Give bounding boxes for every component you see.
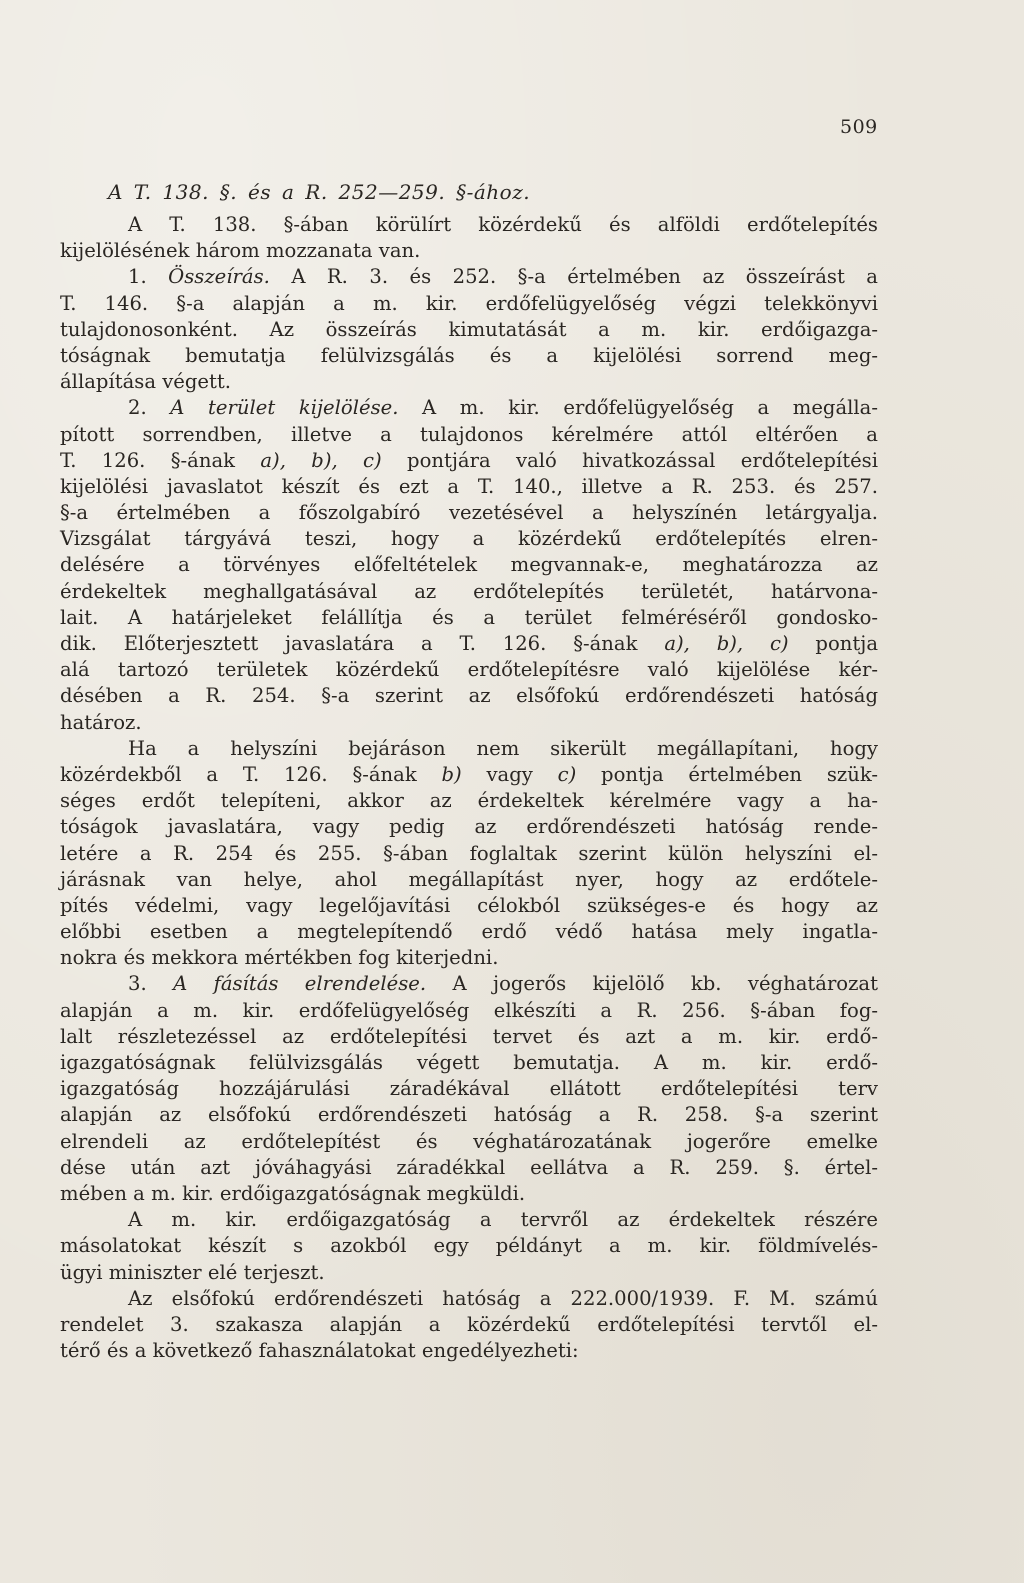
text-segment: térő és a következő fahasználatokat engedélyezheti: bbox=[60, 1339, 579, 1363]
text-line bbox=[60, 736, 878, 762]
text-line bbox=[60, 814, 878, 840]
text-segment: állapítása végett. bbox=[60, 370, 232, 394]
text-segment: közérdekből a T. 126. §-ának bbox=[60, 762, 442, 786]
text-segment: mében a m. kir. erdőigazgatóságnak megküldi. bbox=[60, 1181, 526, 1205]
text-segment: T. 126. §-ának bbox=[60, 448, 261, 472]
text-segment: nokra és mekkora mértékben fog kiterjedni. bbox=[60, 946, 499, 970]
italic-text-segment: a), b), c) bbox=[664, 632, 789, 655]
text-segment: tóságnak bemutatja felülvizsgálás és a kijelölési sorrend meg- bbox=[60, 343, 878, 367]
text-line bbox=[60, 1076, 878, 1102]
text-line bbox=[60, 1102, 878, 1128]
text-line bbox=[60, 867, 878, 893]
text-segment: járásnak van helye, ahol megállapítást nyer, hogy az erdőtele- bbox=[60, 867, 878, 891]
text-line bbox=[60, 264, 878, 290]
text-line bbox=[60, 919, 878, 945]
text-segment: letére a R. 254 és 255. §-ában foglaltak szerint külön helyszíni el- bbox=[60, 841, 878, 865]
text-segment: désében a R. 254. §-a szerint az elsőfokú erdőrendészeti hatóság bbox=[60, 684, 878, 708]
text-segment: A m. kir. erdőigazgatóság a tervről az érdekeltek részére bbox=[128, 1208, 878, 1232]
text-line bbox=[60, 657, 878, 683]
text-line bbox=[60, 1024, 878, 1050]
text-segment: delésére a törvényes előfeltételek megvannak-e, meghatározza az bbox=[60, 553, 878, 577]
text-segment: 3. bbox=[128, 972, 174, 996]
text-line bbox=[60, 1050, 878, 1076]
text-segment: pontja értelmében szük- bbox=[576, 762, 878, 786]
text-line bbox=[60, 631, 878, 657]
text-segment: alapján az elsőfokú erdőrendészeti hatóság a R. 258. §-a szerint bbox=[60, 1103, 878, 1127]
text-line bbox=[60, 579, 878, 605]
text-segment: tóságok javaslatára, vagy pedig az erdőrendészeti hatóság rende- bbox=[60, 815, 878, 839]
text-segment: séges erdőt telepíteni, akkor az érdekeltek kérelmére vagy a ha- bbox=[60, 789, 878, 813]
text-segment: másolatokat készít s azokból egy példányt a m. kir. földmívelés- bbox=[60, 1234, 878, 1258]
text-line bbox=[60, 212, 878, 238]
text-segment: alá tartozó területek közérdekű erdőtelepítésre való kijelölése kér- bbox=[60, 658, 878, 682]
text-line bbox=[60, 683, 878, 709]
text-segment: tulajdonosonként. Az összeírás kimutatását a m. kir. erdőigazga- bbox=[60, 317, 878, 341]
text-line bbox=[60, 552, 878, 578]
text-line bbox=[60, 1155, 878, 1181]
text-line bbox=[60, 893, 878, 919]
text-line bbox=[60, 1233, 878, 1259]
text-line bbox=[60, 448, 878, 474]
text-segment: pítés védelmi, vagy legelőjavítási célokból szükséges-e és hogy az bbox=[60, 893, 878, 917]
text-line bbox=[60, 605, 878, 631]
text-line bbox=[60, 291, 878, 317]
italic-text-segment: A fásítás elrendelése. bbox=[173, 972, 427, 996]
text-line bbox=[60, 945, 878, 971]
text-segment: pított sorrendben, illetve a tulajdonos kérelmére attól eltérően a bbox=[60, 422, 878, 446]
text-segment: határoz. bbox=[60, 710, 142, 734]
text-line bbox=[60, 317, 878, 343]
text-segment: elrendeli az erdőtelepítést és véghatározatának jogerőre emelke bbox=[60, 1129, 878, 1153]
text-line bbox=[60, 1181, 878, 1207]
text-line bbox=[60, 762, 878, 788]
text-segment: érdekeltek meghallgatásával az erdőtelepítés területét, határvona- bbox=[60, 579, 878, 603]
italic-text-segment: b) bbox=[441, 762, 462, 786]
text-segment: igazgatóság hozzájárulási záradékával ellátott erdőtelepítési terv bbox=[60, 1077, 878, 1101]
text-line bbox=[60, 1129, 878, 1155]
italic-text-segment: a), b), c) bbox=[260, 448, 382, 472]
text-segment: dik. Előterjesztett javaslatára a T. 126. §-ának bbox=[60, 632, 665, 655]
italic-text-segment: A terület kijelölése. bbox=[170, 396, 399, 420]
text-line bbox=[60, 369, 878, 395]
text-segment: dése után azt jóváhagyási záradékkal eellátva a R. 259. §. értel- bbox=[60, 1155, 878, 1179]
page-number: 509 bbox=[840, 116, 878, 138]
text-line bbox=[60, 474, 878, 500]
text-line bbox=[60, 500, 878, 526]
italic-text-segment: Összeírás. bbox=[168, 265, 270, 289]
text-segment: A m. kir. erdőfelügyelőség a megálla- bbox=[398, 396, 878, 420]
text-segment: kijelölésének három mozzanata van. bbox=[60, 239, 421, 263]
text-segment: A T. 138. §-ában körülírt közérdekű és alföldi erdőtelepítés bbox=[128, 213, 878, 236]
text-segment: Ha a helyszíni bejáráson nem sikerült megállapítani, hogy bbox=[128, 736, 878, 760]
text-line bbox=[60, 1312, 878, 1338]
text-segment: Az elsőfokú erdőrendészeti hatóság a 222.000/1939. F. M. számú bbox=[128, 1286, 878, 1310]
text-segment: T. 146. §-a alapján a m. kir. erdőfelügyelőség végzi telekkönyvi bbox=[60, 291, 878, 315]
text-line bbox=[60, 710, 878, 736]
text-segment: §-a értelmében a főszolgabíró vezetésével a helyszínén letárgyalja. bbox=[60, 501, 878, 525]
text-segment: rendelet 3. szakasza alapján a közérdekű erdőtelepítési tervtől el- bbox=[60, 1312, 878, 1336]
text-segment: pontjára való hivatkozással erdőtelepítési bbox=[381, 448, 878, 472]
text-segment: kijelölési javaslatot készít és ezt a T. 140., illetve a R. 253. és 257. bbox=[60, 474, 878, 498]
text-segment: igazgatóságnak felülvizsgálás végett bemutatja. A m. kir. erdő- bbox=[60, 1051, 878, 1074]
text-segment: 2. bbox=[128, 396, 171, 420]
italic-text-segment: c) bbox=[557, 762, 577, 786]
body-text bbox=[60, 212, 878, 1364]
text-line bbox=[60, 395, 878, 421]
text-segment: lait. A határjeleket felállítja és a terület felméréséről gondosko- bbox=[60, 605, 878, 629]
text-line bbox=[60, 788, 878, 814]
text-line bbox=[60, 1286, 878, 1312]
text-line bbox=[60, 343, 878, 369]
text-segment: Vizsgálat tárgyává teszi, hogy a közérdekű erdőtelepítés elren- bbox=[60, 527, 878, 551]
text-line bbox=[60, 971, 878, 997]
text-line bbox=[60, 1260, 878, 1286]
text-line bbox=[60, 998, 878, 1024]
text-segment: vagy bbox=[461, 762, 558, 786]
text-line bbox=[60, 238, 878, 264]
text-line bbox=[60, 526, 878, 552]
text-segment: előbbi esetben a megtelepítendő erdő védő hatása mely ingatla- bbox=[60, 920, 878, 944]
text-segment: lalt részletezéssel az erdőtelepítési tervet és azt a m. kir. erdő- bbox=[60, 1024, 878, 1048]
text-segment: alapján a m. kir. erdőfelügyelőség elkészíti a R. 256. §-ában fog- bbox=[60, 998, 878, 1022]
text-line bbox=[60, 1207, 878, 1233]
text-line bbox=[60, 841, 878, 867]
section-title: A T. 138. §. és a R. 252—259. §-ához. bbox=[108, 180, 531, 204]
text-segment: pontja bbox=[788, 632, 878, 655]
text-line bbox=[60, 422, 878, 448]
text-segment: A jogerős kijelölő kb. véghatározat bbox=[426, 972, 878, 996]
text-segment: ügyi miniszter elé terjeszt. bbox=[60, 1260, 325, 1284]
text-segment: 1. bbox=[128, 265, 169, 289]
text-segment: A R. 3. és 252. §-a értelmében az összeírást a bbox=[269, 265, 878, 289]
text-line bbox=[60, 1338, 878, 1364]
